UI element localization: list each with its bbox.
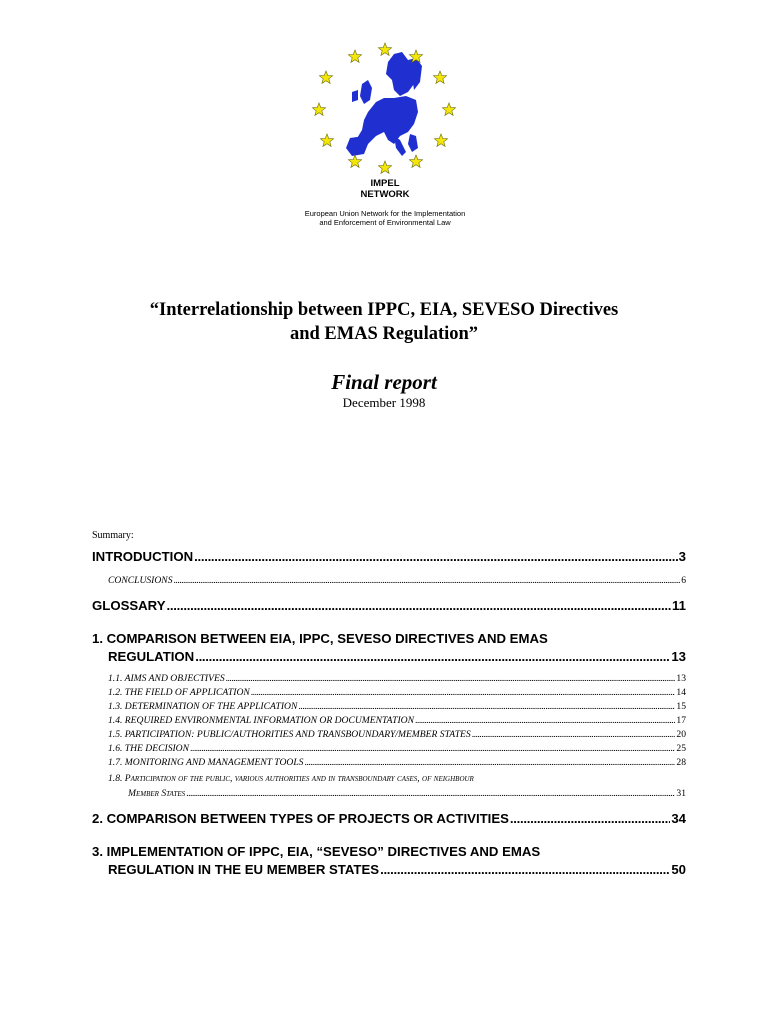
toc-leader	[174, 575, 681, 587]
org-description-line1: European Union Network for the Implementation	[304, 209, 466, 218]
report-subtitle: Final report	[331, 370, 437, 394]
star-icon	[442, 103, 455, 115]
toc-page-number: 20	[676, 729, 686, 740]
star-icon	[320, 134, 333, 146]
org-name	[260, 178, 510, 200]
toc-entry-title: 2. COMPARISON BETWEEN TYPES OF PROJECTS OR ACTIVITIES	[92, 811, 509, 826]
star-icon	[378, 43, 391, 55]
toc-page-number: 17	[676, 715, 686, 726]
star-icon	[433, 71, 446, 83]
toc-leader	[226, 673, 676, 685]
toc-page-number: 6	[681, 575, 686, 586]
org-name-line2: NETWORK	[360, 189, 410, 200]
star-icon	[434, 134, 447, 146]
toc-page-number: 31	[676, 788, 686, 799]
toc-entry-glossary[interactable]	[92, 597, 686, 614]
toc-page-number: 34	[671, 811, 686, 826]
toc-entry-title: GLOSSARY	[92, 598, 166, 613]
toc-entry-1-4[interactable]	[108, 715, 686, 727]
document-title-line1: “Interrelationship between IPPC, EIA, SEVESO Directives	[149, 300, 619, 320]
document-title	[84, 298, 684, 346]
toc-entry-conclusions[interactable]	[108, 575, 686, 587]
toc-entry-section3[interactable]	[108, 861, 686, 878]
toc-leader	[186, 788, 675, 800]
star-icon	[319, 71, 332, 83]
org-description	[240, 209, 530, 227]
toc-page-number: 13	[671, 649, 686, 664]
toc-entry-title: 1.2. THE FIELD OF APPLICATION	[108, 687, 250, 698]
org-description-line2: and Enforcement of Environmental Law	[319, 218, 451, 227]
toc-leader	[415, 715, 675, 727]
toc-page-number: 25	[676, 743, 686, 754]
toc-entry-1-8-title-line1[interactable]: 1.8. Participation of the public, various authorities and in transboundary cases, of neighbour	[108, 773, 474, 784]
toc-entry-1-8[interactable]	[128, 788, 686, 800]
toc-entry-section2[interactable]	[92, 810, 686, 827]
toc-section3-title-line1[interactable]: 3. IMPLEMENTATION OF IPPC, EIA, “SEVESO” DIRECTIVES AND EMAS	[92, 844, 541, 859]
toc-leader	[298, 701, 675, 713]
toc-entry-title: Member States	[128, 788, 186, 799]
star-icon	[348, 155, 361, 167]
toc-leader	[195, 648, 670, 665]
eu-map-logo-icon	[310, 40, 460, 175]
org-name-line1: IMPEL	[370, 178, 400, 189]
toc-leader	[472, 729, 676, 741]
toc-page-number: 28	[676, 757, 686, 768]
summary-label: Summary:	[92, 530, 134, 541]
toc-leader	[510, 810, 670, 827]
toc-leader	[380, 861, 670, 878]
toc-entry-title: REGULATION	[108, 649, 195, 664]
star-icon	[378, 161, 391, 173]
toc-entry-title: CONCLUSIONS	[108, 575, 173, 586]
toc-page-number: 15	[676, 701, 686, 712]
toc-entry-1-3[interactable]	[108, 701, 686, 713]
toc-entry-title: 1.3. DETERMINATION OF THE APPLICATION	[108, 701, 298, 712]
toc-page-number: 13	[676, 673, 686, 684]
toc-entry-title: REGULATION IN THE EU MEMBER STATES	[108, 862, 380, 877]
toc-leader	[190, 743, 675, 755]
toc-entry-title: 1.7. MONITORING AND MANAGEMENT TOOLS	[108, 757, 304, 768]
star-icon	[312, 103, 325, 115]
toc-entry-introduction[interactable]	[92, 548, 686, 565]
toc-leader	[251, 687, 676, 699]
toc-entry-1-2[interactable]	[108, 687, 686, 699]
star-icon	[409, 155, 422, 167]
toc-entry-title: 1.5. PARTICIPATION: PUBLIC/AUTHORITIES AND TRANSBOUNDARY/MEMBER STATES	[108, 729, 471, 740]
toc-entry-title: 1.1. AIMS AND OBJECTIVES	[108, 673, 225, 684]
star-icon	[348, 50, 361, 62]
toc-entry-1-6[interactable]	[108, 743, 686, 755]
toc-entry-1-5[interactable]	[108, 729, 686, 741]
toc-entry-1-7[interactable]	[108, 757, 686, 769]
toc-leader	[167, 597, 672, 614]
toc-page-number: 14	[676, 687, 686, 698]
toc-page-number: 3	[678, 549, 686, 564]
impel-logo	[310, 40, 460, 175]
toc-entry-section1[interactable]	[108, 648, 686, 665]
document-title-line2: and EMAS Regulation”	[289, 324, 479, 344]
toc-entry-title: 1.4. REQUIRED ENVIRONMENTAL INFORMATION OR DOCUMENTATION	[108, 715, 415, 726]
toc-entry-1-1[interactable]	[108, 673, 686, 685]
toc-entry-title: INTRODUCTION	[92, 549, 194, 564]
eu-map-shape	[386, 52, 414, 96]
toc-entry-title: 1.6. THE DECISION	[108, 743, 190, 754]
toc-section1-title-line1[interactable]: 1. COMPARISON BETWEEN EIA, IPPC, SEVESO DIRECTIVES AND EMAS	[92, 631, 548, 646]
toc-page-number: 50	[671, 862, 686, 877]
report-date: December 1998	[342, 395, 426, 410]
toc-leader	[304, 757, 675, 769]
toc-leader	[194, 548, 678, 565]
toc-page-number: 11	[672, 598, 686, 613]
